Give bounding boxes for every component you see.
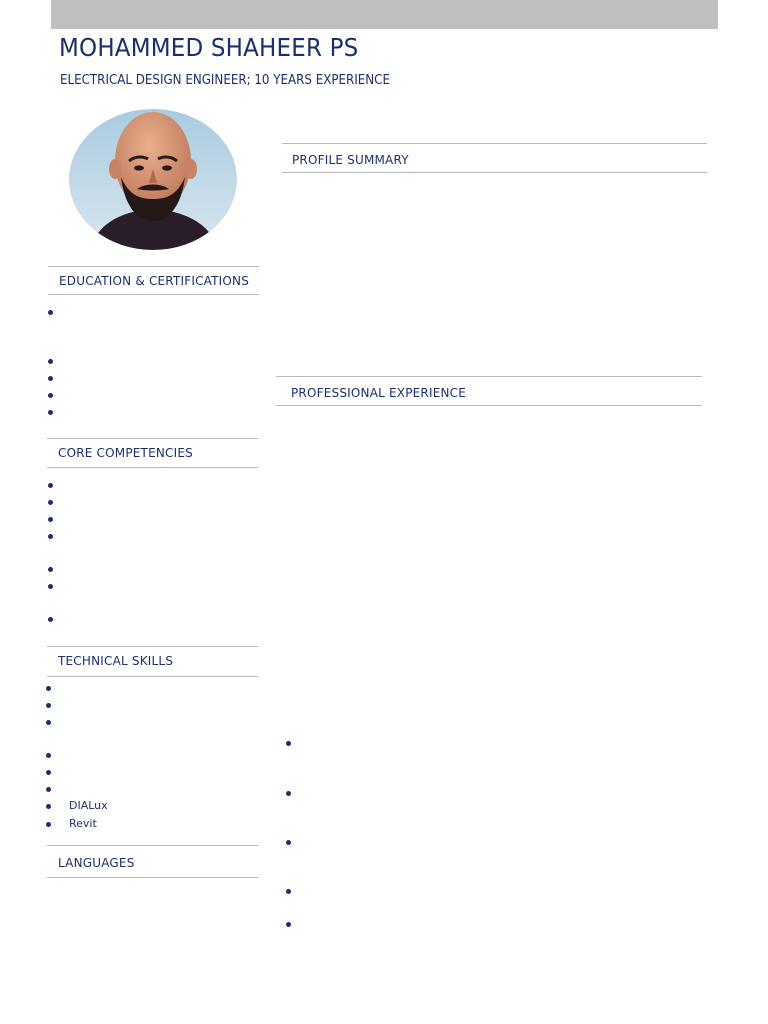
education-title: EDUCATION & CERTIFICATIONS [59,274,250,288]
profile-summary-title: PROFILE SUMMARY [292,153,409,167]
competency-bullet [48,483,53,488]
technical-skills-header [47,646,258,677]
professional-experience-header [276,376,702,406]
competency-bullet [48,617,53,622]
education-bullet [48,376,53,381]
technical-skills-title: TECHNICAL SKILLS [58,654,174,668]
skill-bullet [46,770,51,775]
languages-header [47,845,258,878]
candidate-title: ELECTRICAL DESIGN ENGINEER; 10 YEARS EXPERIENCE [60,72,390,88]
core-competencies-title: CORE COMPETENCIES [58,446,193,460]
skill-bullet [46,804,51,809]
competency-bullet [48,584,53,589]
skill-bullet [46,703,51,708]
education-bullet [48,310,53,315]
experience-bullet [286,741,291,746]
education-bullet [48,410,53,415]
skill-bullet [46,686,51,691]
skill-bullet [46,753,51,758]
competency-bullet [48,534,53,539]
education-header [48,266,259,295]
competency-bullet [48,500,53,505]
skill-item-dialux: DIALux [69,799,108,812]
profile-photo [69,109,237,250]
profile-summary-header [282,143,707,173]
skill-bullet [46,787,51,792]
skill-bullet [46,822,51,827]
experience-bullet [286,791,291,796]
competency-bullet [48,567,53,572]
education-bullet [48,359,53,364]
skill-bullet [46,720,51,725]
skill-item-revit: Revit [69,817,97,830]
experience-bullet [286,840,291,845]
header-bar [51,0,718,29]
experience-bullet [286,922,291,927]
candidate-name: MOHAMMED SHAHEER PS [59,33,359,62]
competency-bullet [48,517,53,522]
languages-title: LANGUAGES [58,856,135,870]
core-competencies-header [47,438,258,468]
education-bullet [48,393,53,398]
professional-experience-title: PROFESSIONAL EXPERIENCE [291,386,467,400]
experience-bullet [286,889,291,894]
